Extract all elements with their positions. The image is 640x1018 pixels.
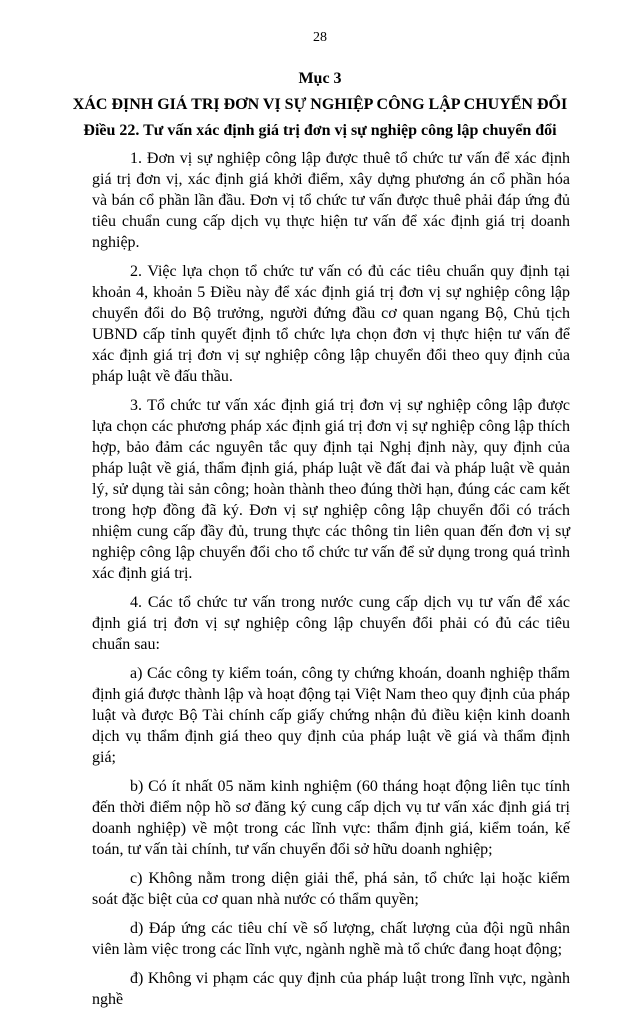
article-title: Điều 22. Tư vấn xác định giá trị đơn vị sự nghiệp công lập chuyển đổi [83,122,557,139]
paragraph-point-c: c) Không nằm trong diện giải thể, phá sản, tổ chức lại hoặc kiểm soát đặc biệt của cơ quan nhà nước có thẩm quyền; [92,870,570,908]
paragraph-clause-2: 2. Việc lựa chọn tổ chức tư vấn có đủ các tiêu chuẩn quy định tại khoản 4, khoản 5 Điều này để xác định giá trị đơn vị sự nghiệp công lập chuyển đổi do Bộ trưởng, người đứng đầu cơ quan ngang Bộ, Chủ tịch UBND cấp tỉnh quyết định tổ chức lựa chọn đơn vị thực hiện tư vấn để xác định giá trị đơn vị sự nghiệp công lập chuyển đổi theo quy định của pháp luật về đấu thầu. [92,263,570,385]
paragraph-point-b: b) Có ít nhất 05 năm kinh nghiệm (60 tháng hoạt động liên tục tính đến thời điểm nộp hồ sơ đăng ký cung cấp dịch vụ tư vấn xác định giá trị doanh nghiệp) về một trong các lĩnh vực: thẩm định giá, kiểm toán, kế toán, tư vấn tài chính, tư vấn chuyển đổi sở hữu doanh nghiệp; [92,778,570,858]
paragraph-point-dd: đ) Không vi phạm các quy định của pháp luật trong lĩnh vực, ngành nghề [92,970,570,1008]
article-body [92,148,570,1018]
section-label: Mục 3 [298,70,342,87]
paragraph-point-a: a) Các công ty kiểm toán, công ty chứng khoán, doanh nghiệp thẩm định giá được thành lập và hoạt động tại Việt Nam theo quy định của pháp luật và được Bộ Tài chính cấp giấy chứng nhận đủ điều kiện kinh doanh dịch vụ thẩm định giá theo quy định của pháp luật về giá và thẩm định giá; [92,665,570,766]
section-title: XÁC ĐỊNH GIÁ TRỊ ĐƠN VỊ SỰ NGHIỆP CÔNG LẬP CHUYỂN ĐỔI [72,96,568,113]
page-number: 28 [313,30,327,45]
paragraph-clause-3: 3. Tổ chức tư vấn xác định giá trị đơn vị sự nghiệp công lập được lựa chọn các phương pháp xác định giá trị đơn vị sự nghiệp công lập thích hợp, bảo đảm các nguyên tắc quy định tại Nghị định này, quy định của pháp luật về giá, thẩm định giá, pháp luật về đất đai và pháp luật về quản lý, sử dụng tài sản công; hoàn thành theo đúng thời hạn, đúng các cam kết trong hợp đồng đã ký. Đơn vị sự nghiệp công lập chuyển đổi có trách nhiệm cung cấp đầy đủ, trung thực các thông tin liên quan đến đơn vị sự nghiệp công lập chuyển đổi cho tổ chức tư vấn để sử dụng trong quá trình xác định giá trị. [92,397,570,582]
paragraph-clause-1: 1. Đơn vị sự nghiệp công lập được thuê tổ chức tư vấn để xác định giá trị đơn vị, xác định giá khởi điểm, xây dựng phương án cổ phần hóa và bán cổ phần lần đầu. Đơn vị tổ chức tư vấn được thuê phải đáp ứng đủ tiêu chuẩn cung cấp dịch vụ thực hiện tư vấn để xác định giá trị doanh nghiệp. [92,150,570,251]
paragraph-clause-4: 4. Các tổ chức tư vấn trong nước cung cấp dịch vụ tư vấn để xác định giá trị đơn vị sự nghiệp công lập chuyển đổi phải có đủ các tiêu chuẩn sau: [92,594,570,653]
paragraph-point-d: d) Đáp ứng các tiêu chí về số lượng, chất lượng của đội ngũ nhân viên làm việc trong các lĩnh vực, ngành nghề mà tổ chức đang hoạt động; [92,920,570,958]
